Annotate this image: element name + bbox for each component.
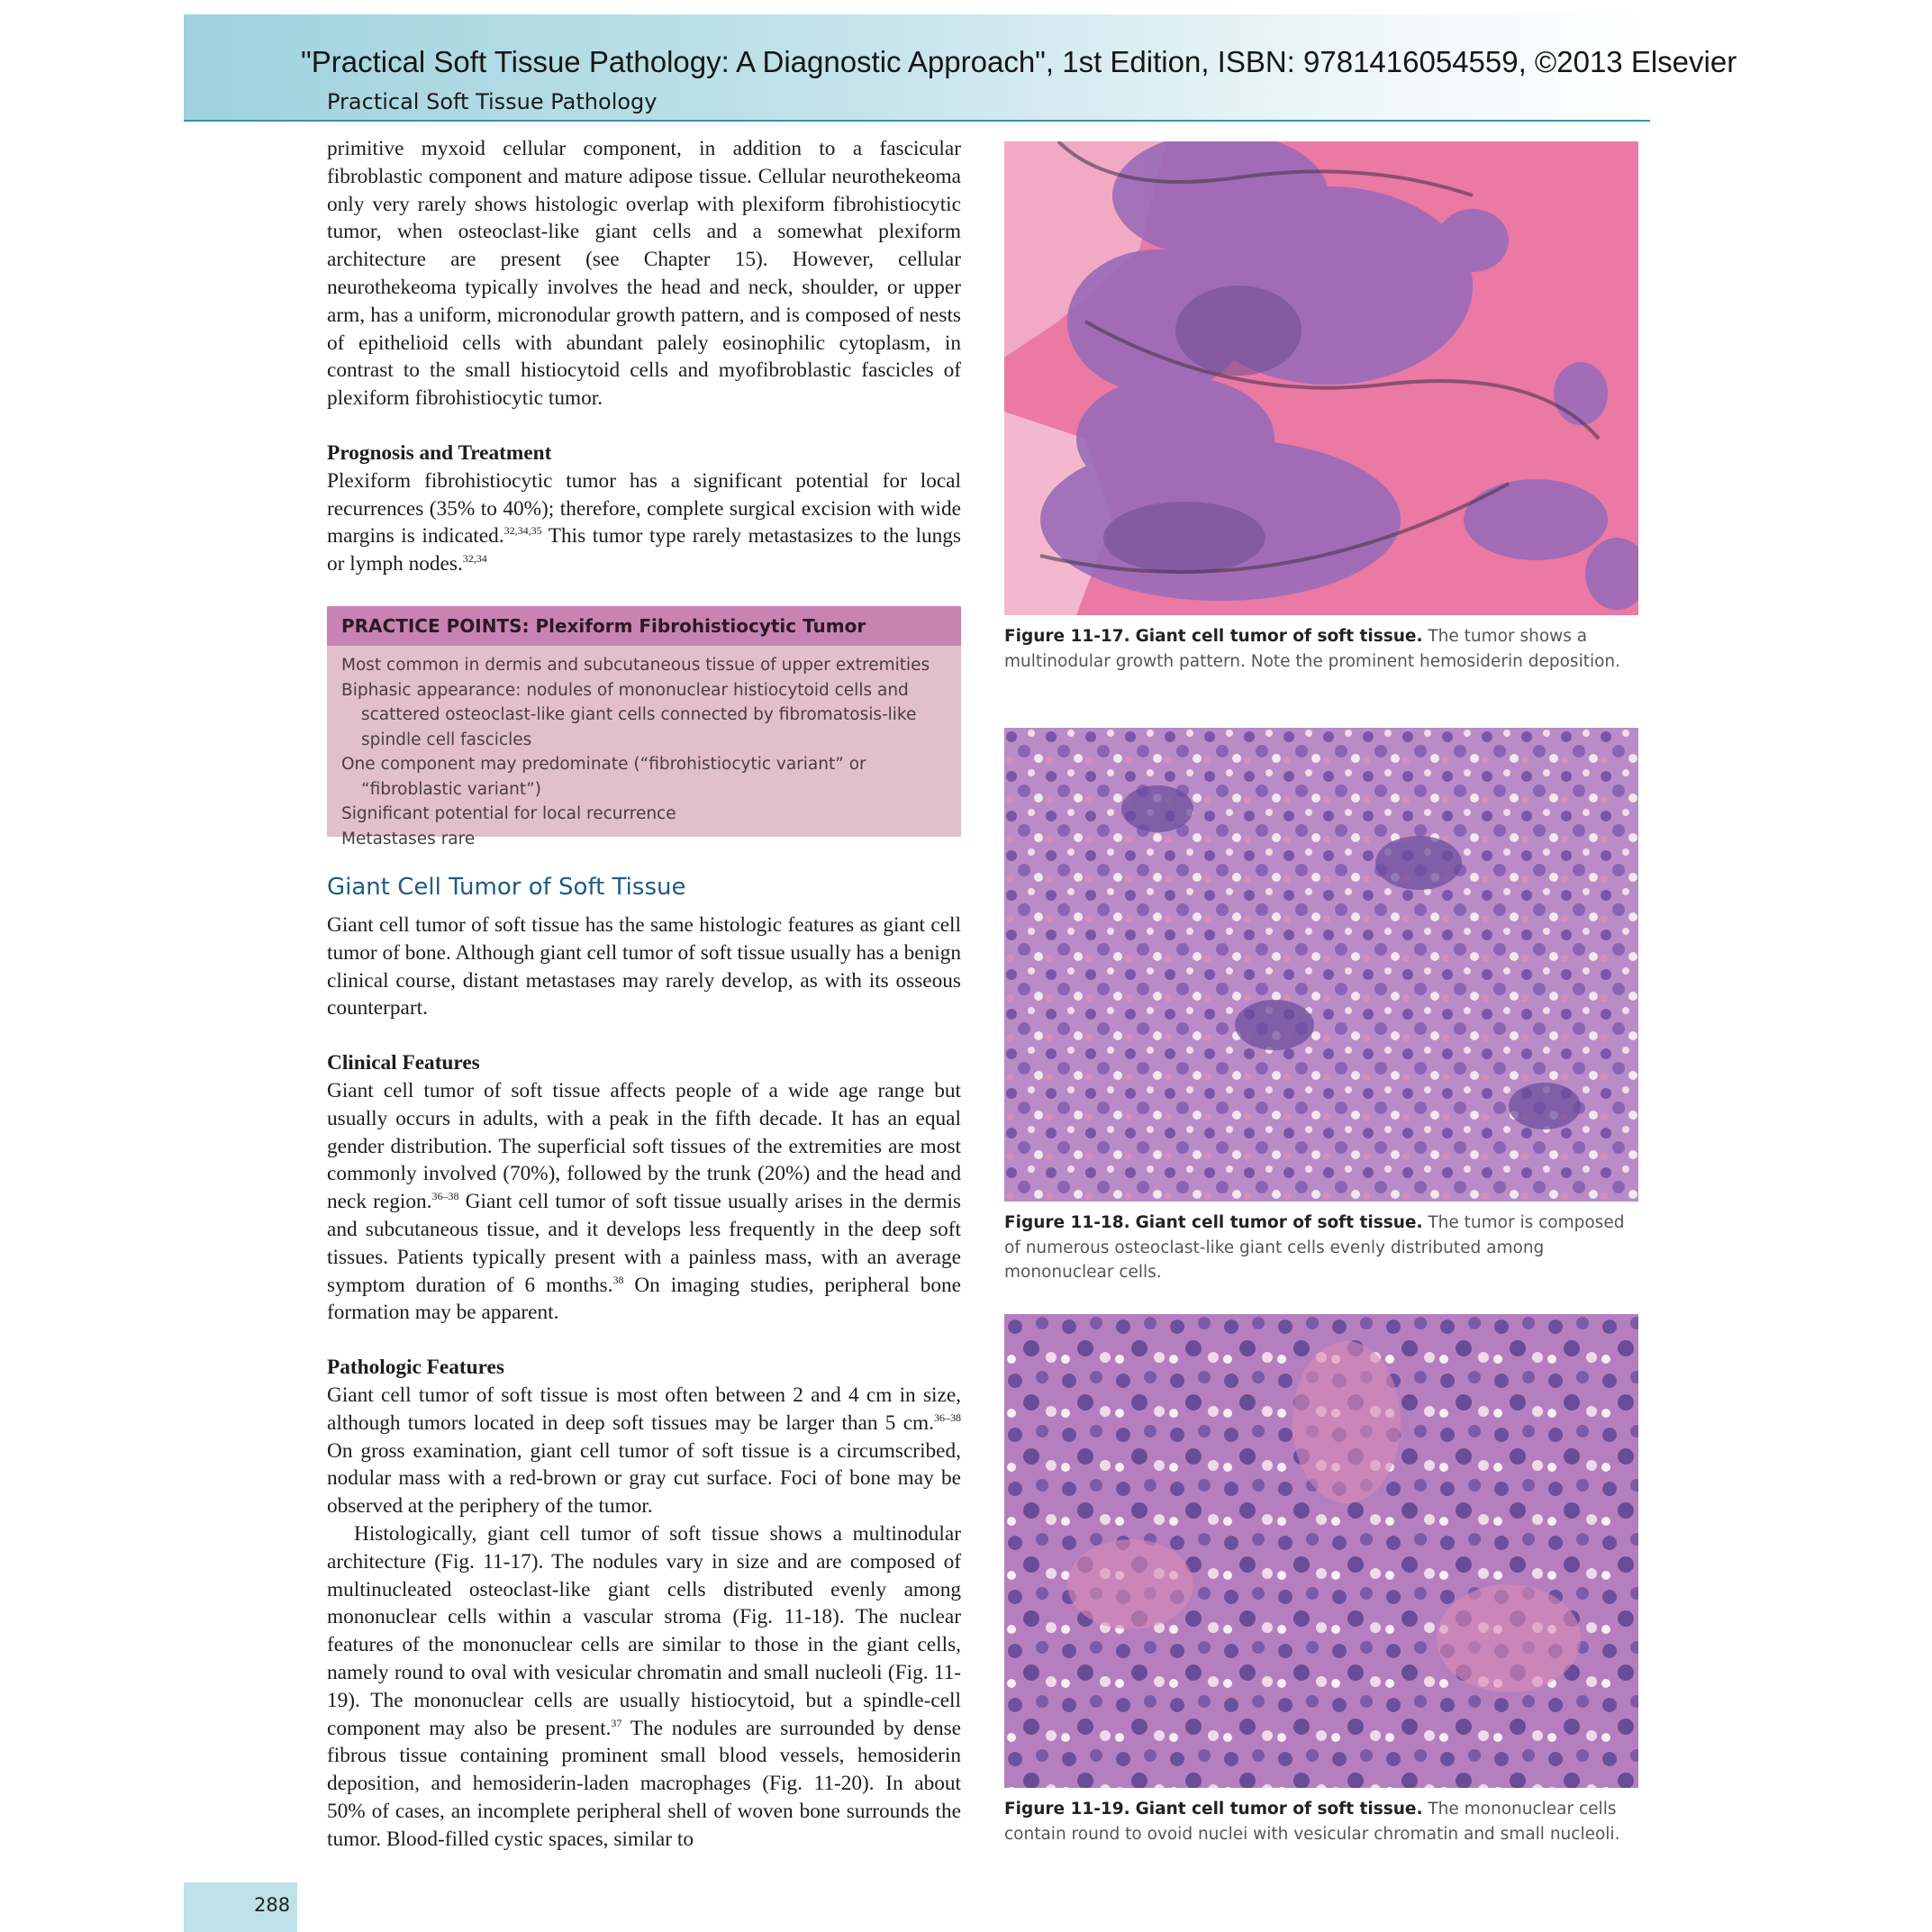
figure-11-19-image xyxy=(1004,1314,1638,1788)
figure-11-18-caption: Figure 11-18. Giant cell tumor of soft tissue. The tumor is composed of numerous osteoclast-like giant cells evenly distributed among mononuclear cells. xyxy=(1004,1213,1625,1282)
citation: 32,34 xyxy=(462,552,487,566)
figure-11-17-caption: Figure 11-17. Giant cell tumor of soft tissue. The tumor shows a multinodular growth pattern. Note the prominent hemosiderin deposition. xyxy=(1004,627,1621,671)
prognosis-paragraph: Plexiform fibrohistiocytic tumor has a significant potential for local recurrences (35% to 40%); therefore, complete surgical excision with wide margins is indicated.$^{32,34,35}$ This tumor type rarely metastasizes to the lungs or lymph nodes.$^{32,34}$ xyxy=(327,468,961,576)
citation: 32,34,35 xyxy=(503,524,542,538)
citation: 37 xyxy=(611,1716,622,1729)
practice-points-box xyxy=(327,606,961,848)
citation: 38 xyxy=(612,1273,624,1286)
practice-point-item: One component may predominate (“fibrohistiocytic variant” or “fibroblastic variant”) xyxy=(341,755,866,799)
intro-paragraph: primitive myxoid cellular component, in addition to a fascicular fibroblastic component and mature adipose tissue. Cellular neurothekeoma only very rarely shows histologic overlap with plexiform fibrohistiocytic tumor, when osteoclast-like giant cells and a somewhat plexiform architecture are present (see Chapter 15). However, cellular neurothekeoma typically involves the head and neck, shoulder, or upper arm, has a uniform, micronodular growth pattern, and is composed of nests of epithelioid cells with abundant palely eosinophilic cytoplasm, in contrast to the small histiocytoid cells and myofibroblastic fascicles of plexiform fibrohistiocytic tumor. xyxy=(327,137,961,411)
figure-11-19-caption: Figure 11-19. Giant cell tumor of soft tissue. The mononuclear cells contain round to ovoid nuclei with vesicular chromatin and small nucleoli. xyxy=(1004,1800,1620,1844)
citation: 36–38 xyxy=(934,1410,961,1424)
practice-point-item: Metastases rare xyxy=(341,829,476,848)
clinical-heading: Clinical Features xyxy=(327,1051,480,1075)
left-column-top xyxy=(327,135,961,578)
header-rule xyxy=(184,120,1650,122)
practice-points-list xyxy=(327,653,961,851)
figure-11-18-image xyxy=(1004,728,1638,1202)
section-title: Giant Cell Tumor of Soft Tissue xyxy=(327,874,686,901)
figure-11-17-image xyxy=(1004,141,1638,615)
micrograph-mononuclear-cells xyxy=(1004,1314,1638,1788)
pathologic-paragraph-2: Histologically, giant cell tumor of soft tissue shows a multinodular architecture (Fig. 11-17). The nodules vary in size and are composed of multinucleated osteoclast-like giant cells distributed evenly among mononuclear cells within a vascular stroma (Fig. 11-18). The nuclear features of the mononuclear cells are similar to those in the giant cells, namely round to oval with vesicular chromatin and small nucleoli (Fig. 11-19). The mononuclear cells are usually histiocytoid, but a spindle-cell component may also be present.$^{37}$ The nodules are surrounded by dense fibrous tissue containing prominent small blood vessels, hemosiderin deposition, and hemosiderin-laden macrophages (Fig. 11-20). In about 50% of cases, an incomplete peripheral shell of woven bone surrounds the tumor. Blood-filled cystic spaces, similar to xyxy=(327,1521,961,1851)
section-intro-paragraph: Giant cell tumor of soft tissue has the same histologic features as giant cell tumor of bone. Although giant cell tumor of soft tissue usually has a benign clinical course, distant metastases may rarely develop, as with its osseous counterpart. xyxy=(327,913,961,1020)
pathologic-paragraph-1: Giant cell tumor of soft tissue is most often between 2 and 4 cm in size, although tumors located in deep soft tissues may be larger than 5 cm.$^{36-38}$ On gross examination, giant cell tumor of soft tissue is a circumscribed, nodular mass with a red-brown or gray cut surface. Foci of bone may be observed at the periphery of the tumor. xyxy=(327,1383,961,1519)
citation: 36–38 xyxy=(431,1190,459,1203)
clinical-paragraph: Giant cell tumor of soft tissue affects people of a wide age range but usually occurs in adults, with a peak in the fifth decade. It has an equal gender distribution. The superficial soft tissues of the extremities are most commonly involved (70%), followed by the trunk (20%) and the head and neck region.$^{36-38}$ Giant cell tumor of soft tissue usually arises in the dermis and subcutaneous tissue, and it develops less frequently in the deep soft tissues. Patients typically present with a painless mass, with an average symptom duration of 6 months.$^{38}$ On imaging studies, peripheral bone formation may be apparent. xyxy=(327,1078,961,1325)
practice-point-item: Most common in dermis and subcutaneous tissue of upper extremities xyxy=(341,656,930,675)
book-title-header: "Practical Soft Tissue Pathology: A Diagnostic Approach", 1st Edition, ISBN: 9781416054559, ©2013 Elsevier xyxy=(301,45,1737,78)
micrograph-multinodular xyxy=(1004,141,1638,615)
micrograph-giant-cells xyxy=(1004,728,1638,1202)
pathologic-heading: Pathologic Features xyxy=(327,1356,504,1380)
prognosis-heading: Prognosis and Treatment xyxy=(327,440,552,465)
page-number: 288 xyxy=(254,1894,291,1916)
running-head: Practical Soft Tissue Pathology xyxy=(327,89,658,114)
practice-point-item: Significant potential for local recurrence xyxy=(341,804,676,823)
practice-points-title: PRACTICE POINTS: Plexiform Fibrohistiocytic Tumor xyxy=(327,606,961,646)
left-column-bottom xyxy=(327,874,961,1854)
practice-point-item: Biphasic appearance: nodules of mononuclear histiocytoid cells and scattered osteoclast-like giant cells connected by fibromatosis-like spindle cell fascicles xyxy=(341,680,917,749)
